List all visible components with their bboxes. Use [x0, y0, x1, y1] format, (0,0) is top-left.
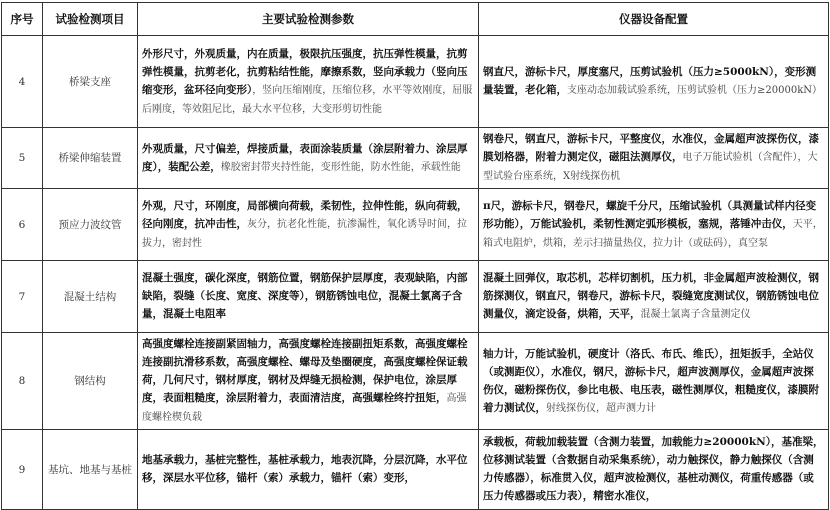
header-params: 主要试验检测参数 — [138, 3, 479, 36]
row-item: 桥梁支座 — [43, 36, 138, 128]
instruments-primary: 混凝土回弹仪，取芯机，芯样切割机，压力机，非金属超声波检测仪，钢筋探测仪，钢直尺，钢卷尺，游标卡尺，裂缝宽度测试仪，钢筋锈蚀电位测量仪，滴定设备，烘箱，天平， — [483, 272, 819, 320]
header-item: 试验检测项目 — [43, 3, 138, 36]
instruments-secondary: 混凝土氯离子含量测定仪 — [640, 309, 751, 320]
params-primary: 外观质量，尺寸偏差，焊接质量，表面涂装质量（涂层附着力、涂层厚度），装配公差， — [142, 142, 468, 173]
row-params — [138, 261, 479, 333]
row-item: 桥梁伸缩装置 — [43, 128, 138, 189]
instruments-primary: π尺，游标卡尺，钢卷尺，螺旋千分尺，压缩试验机（具测量试样内径变形功能），万能试验机，柔韧性测定弧形模板，塞规，落锤冲击仪， — [483, 199, 817, 230]
table-header-row — [2, 3, 829, 36]
row-item: 基坑、地基与基桩 — [43, 430, 138, 510]
instruments-secondary: 支座动态加载试验系统，压剪试验机（压力≥20000kN） — [567, 85, 822, 96]
header-index: 序号 — [2, 3, 43, 36]
row-item: 预应力波纹管 — [43, 189, 138, 261]
row-instruments — [479, 189, 829, 261]
row-instruments — [479, 261, 829, 333]
params-primary: 高强度螺栓连接副紧固轴力，高强度螺栓连接副扭矩系数，高强度螺栓连接副抗滑移系数，高强度螺栓、螺母及垫圈硬度，高强度螺栓保证载荷，几何尺寸，钢材厚度，钢材及焊缝无损检测，保护电位，涂层厚度，表面粗糙度，涂层附着力，表面清洁度，高强螺栓终拧扭矩， — [142, 338, 468, 404]
instruments-secondary: 电子万能试验机（含配件），大型试验台座系统，X射线探伤机 — [483, 152, 818, 182]
row-index: 9 — [2, 430, 43, 510]
row-params — [138, 128, 479, 189]
params-primary: 外观，尺寸，环刚度，局部横向荷载，柔韧性，拉伸性能，纵向荷载，径向刚度，抗冲击性， — [142, 199, 468, 230]
row-params — [138, 333, 479, 430]
row-index: 8 — [2, 333, 43, 430]
table-row — [2, 261, 829, 333]
table-row — [2, 36, 829, 128]
row-params — [138, 189, 479, 261]
instruments-primary: 承载板，荷载加载装置（含测力装置，加载能力≥20000kN），基准梁，位移测试装置（含数据自动采集系统），动力触探仪，静力触探仪（含测力传感器），标准贯入仪，超声波检测仪，基桩动测仪，荷重传感器（或压力传感器或压力表），精密水准仪， — [483, 436, 824, 502]
test-parameters-table — [1, 2, 829, 510]
row-instruments — [479, 333, 829, 430]
instruments-primary: 钢直尺，游标卡尺，厚度塞尺，压剪试验机（压力≥5000kN），变形测量装置，老化箱， — [483, 66, 817, 96]
row-params — [138, 36, 479, 128]
params-primary: 外形尺寸，外观质量，内在质量，极限抗压强度，抗压弹性模量，抗剪弹性模量，抗剪老化，抗剪粘结性能，摩擦系数，竖向承载力（竖向压缩变形，盆环径向变形） — [142, 47, 468, 96]
params-secondary: 灰分，抗老化性能，抗渗漏性，氧化诱导时间，拉拔力，密封性 — [142, 218, 467, 249]
row-index: 6 — [2, 189, 43, 261]
row-instruments — [479, 36, 829, 128]
params-secondary: ，竖向压缩刚度，压缩位移，水平等效刚度，屈服后刚度，等效阻尼比，最大水平位移，大变形剪切性能 — [142, 84, 473, 115]
params-primary: 地基承载力，基桩完整性，基桩承载力，地表沉降，分层沉降，水平位移，深层水平位移，锚杆（索）承载力，锚杆（索）变形， — [142, 454, 468, 484]
header-instruments: 仪器设备配置 — [479, 3, 829, 36]
row-item: 混凝土结构 — [43, 261, 138, 333]
instruments-secondary: 天平，箱式电阻炉，烘箱，差示扫描量热仪，拉力计（或砝码），真空泵 — [483, 218, 823, 249]
instruments-primary: 钢卷尺，钢直尺，游标卡尺，平整度仪，水准仪，金属超声波探伤仪，漆膜划格器，附着力测定仪，磁阻法测厚仪， — [483, 133, 819, 163]
table-row — [2, 430, 829, 510]
params-secondary: 高强度螺栓楔负载 — [142, 393, 467, 423]
params-secondary: 橡胶密封带夹持性能，变形性能，防水性能，承载性能 — [220, 161, 461, 173]
table-row — [2, 333, 829, 430]
row-index: 4 — [2, 36, 43, 128]
table-row — [2, 189, 829, 261]
row-instruments — [479, 128, 829, 189]
row-index: 7 — [2, 261, 43, 333]
row-params — [138, 430, 479, 510]
row-index: 5 — [2, 128, 43, 189]
instruments-primary: 轴力计，万能试验机，硬度计（洛氏、布氏、维氏），扭矩扳手，全站仪（或测距仪），水准仪，钢尺，游标卡尺，超声波测厚仪，金属超声波探伤仪，磁粉探伤仪，参比电极、电压表，磁性测厚仪，粗糙度仪，漆膜附着力测试仪， — [483, 347, 819, 414]
table-row — [2, 128, 829, 189]
params-primary: 混凝土强度，碳化深度，钢筋位置，钢筋保护层厚度，表观缺陷，内部缺陷，裂缝（长度、宽度、深度等），钢筋锈蚀电位，混凝土氯离子含量，混凝土电阻率 — [142, 272, 468, 320]
row-instruments — [479, 430, 829, 510]
instruments-secondary: 射线探伤仪，超声测力计 — [546, 402, 656, 414]
row-item: 钢结构 — [43, 333, 138, 430]
